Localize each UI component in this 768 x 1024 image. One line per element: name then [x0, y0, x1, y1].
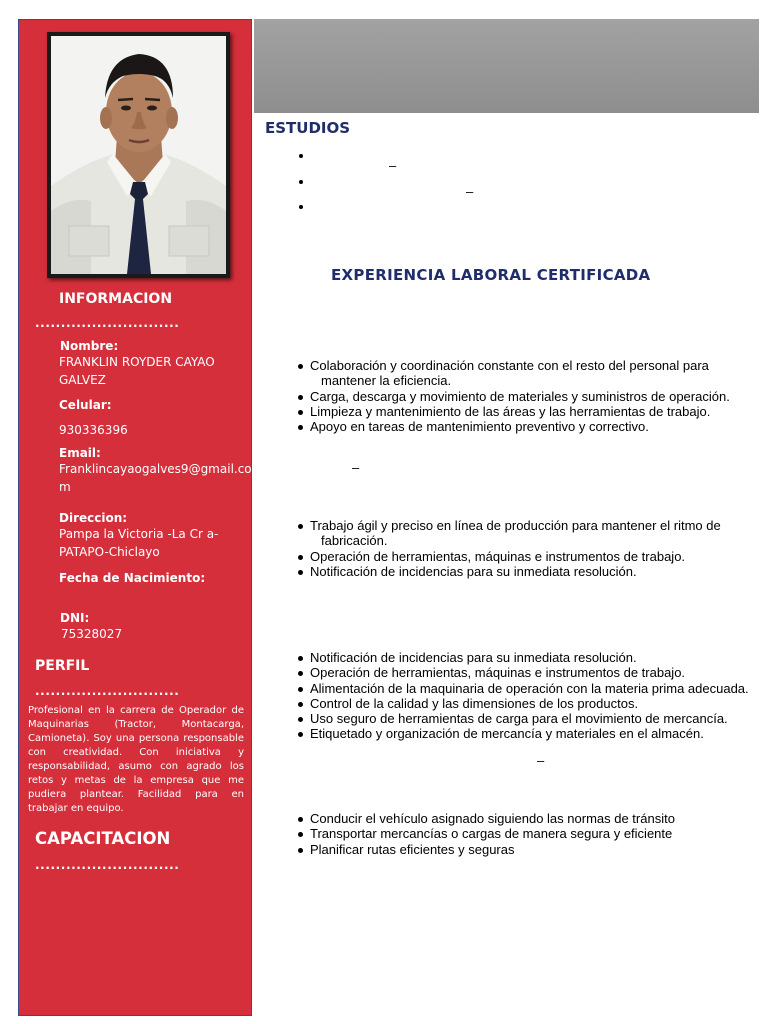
estudios-dash-2: –: [466, 184, 474, 199]
job2-task-item: [297, 549, 752, 564]
job3-task-text: Operación de herramientas, máquinas e instrumentos de trabajo.: [310, 665, 686, 681]
job1-task-item: [297, 419, 752, 434]
email-label: Email:: [59, 446, 101, 460]
sidebar-panel: [18, 19, 252, 1016]
header-bar: [254, 19, 759, 113]
capacitacion-heading: CAPACITACION: [35, 829, 171, 848]
job1-task-text: Limpieza y mantenimiento de las áreas y las herramientas de trabajo.: [310, 403, 711, 419]
estudios-dash-1: –: [389, 158, 397, 173]
dni-label: DNI:: [60, 611, 90, 625]
job2-task-text: fabricación.: [321, 533, 388, 549]
job3-task-text: Notificación de incidencias para su inmediata resolución.: [310, 650, 637, 665]
capacitacion-dotted-divider: ............................: [35, 858, 180, 872]
direccion-label: Direccion:: [59, 511, 128, 525]
fecha-nacimiento-label: Fecha de Nacimiento:: [59, 571, 206, 585]
perfil-description: Profesional en la carrera de Operador de Maquinarias (Tractor, Montacarga, Camioneta). Soy una persona responsable con creatividad. Con iniciativa y responsabilidad, asumo con agrado los retos y metas de la empresa que me pudiera plantear. Facilidad para en trabajar en equipo.: [28, 705, 244, 814]
job4-task-text: Conducir el vehículo asignado siguiendo las normas de tránsito: [310, 811, 675, 826]
job2-task-text: Notificación de incidencias para su inmediata resolución.: [310, 563, 637, 579]
celular-label: Celular:: [59, 398, 112, 412]
direccion-value-line2: PATAPO-Chiclayo: [59, 545, 160, 559]
job3-tasks-list: [297, 650, 757, 742]
job3-task-text: Alimentación de la maquinaria de operación con la materia prima adecuada.: [310, 680, 749, 696]
job4-dash: –: [537, 753, 545, 768]
direccion-value-line1: Pampa la Victoria -La Cr a-: [59, 527, 219, 541]
job1-task-text: Apoyo en tareas de mantenimiento preventivo y correctivo.: [310, 419, 649, 435]
job4-task-item: [297, 842, 752, 857]
job4-task-item: [297, 811, 752, 826]
celular-value: 930336396: [59, 423, 128, 437]
profile-photo: [51, 36, 226, 274]
job4-task-text: Planificar rutas eficientes y seguras: [310, 841, 515, 857]
job3-task-item: [297, 711, 757, 726]
info-dotted-divider: ............................: [35, 316, 180, 330]
profile-photo-image: [51, 36, 226, 274]
job3-task-item: [297, 681, 757, 696]
estudios-heading: ESTUDIOS: [265, 119, 351, 137]
job1-task-item: [297, 404, 752, 419]
perfil-heading: PERFIL: [35, 658, 90, 674]
job1-tasks-list: [297, 358, 752, 434]
job1-task-item: [297, 358, 752, 389]
experiencia-heading: EXPERIENCIA LABORAL CERTIFICADA: [331, 266, 651, 284]
job4-tasks-list: [297, 811, 752, 857]
dni-value: 75328027: [61, 627, 123, 641]
job2-task-item: [297, 518, 752, 549]
job3-task-item: [297, 665, 757, 680]
perfil-dotted-divider: ............................: [35, 684, 180, 698]
profile-photo-frame: [47, 32, 230, 278]
job1-task-text: Colaboración y coordinación constante con el resto del personal para: [310, 358, 709, 373]
job3-task-item: [297, 726, 757, 741]
estudios-bullet-2: [299, 180, 303, 184]
email-value-line2: m: [59, 480, 71, 494]
job4-task-text: Transportar mercancías o cargas de manera segura y eficiente: [310, 826, 673, 842]
job1-task-text: Carga, descarga y movimiento de materiales y suministros de operación.: [310, 388, 730, 404]
job3-task-text: Etiquetado y organización de mercancía y materiales en el almacén.: [310, 726, 704, 742]
job2-tasks-list: [297, 518, 752, 579]
job3-task-item: [297, 650, 757, 665]
estudios-bullet-3: [299, 205, 303, 209]
job2-task-text: Trabajo ágil y preciso en línea de producción para mantener el ritmo de: [310, 518, 721, 533]
job3-task-text: Control de la calidad y las dimensiones de los productos.: [310, 695, 639, 711]
job2-dash: –: [352, 460, 360, 475]
estudios-bullet-1: [299, 154, 303, 158]
job1-task-text: mantener la eficiencia.: [321, 373, 452, 389]
email-value-line1: Franklincayaogalves9@gmail.co: [59, 462, 252, 476]
job1-task-item: [297, 389, 752, 404]
job4-task-item: [297, 826, 752, 841]
nombre-value-line2: GALVEZ: [59, 373, 106, 387]
job2-task-item: [297, 564, 752, 579]
job3-task-item: [297, 696, 757, 711]
info-heading: INFORMACION: [59, 291, 173, 307]
nombre-label: Nombre:: [60, 339, 119, 353]
job2-task-text: Operación de herramientas, máquinas e instrumentos de trabajo.: [310, 548, 686, 564]
nombre-value-line1: FRANKLIN ROYDER CAYAO: [59, 355, 215, 369]
job3-task-text: Uso seguro de herramientas de carga para el movimiento de mercancía.: [310, 711, 728, 727]
